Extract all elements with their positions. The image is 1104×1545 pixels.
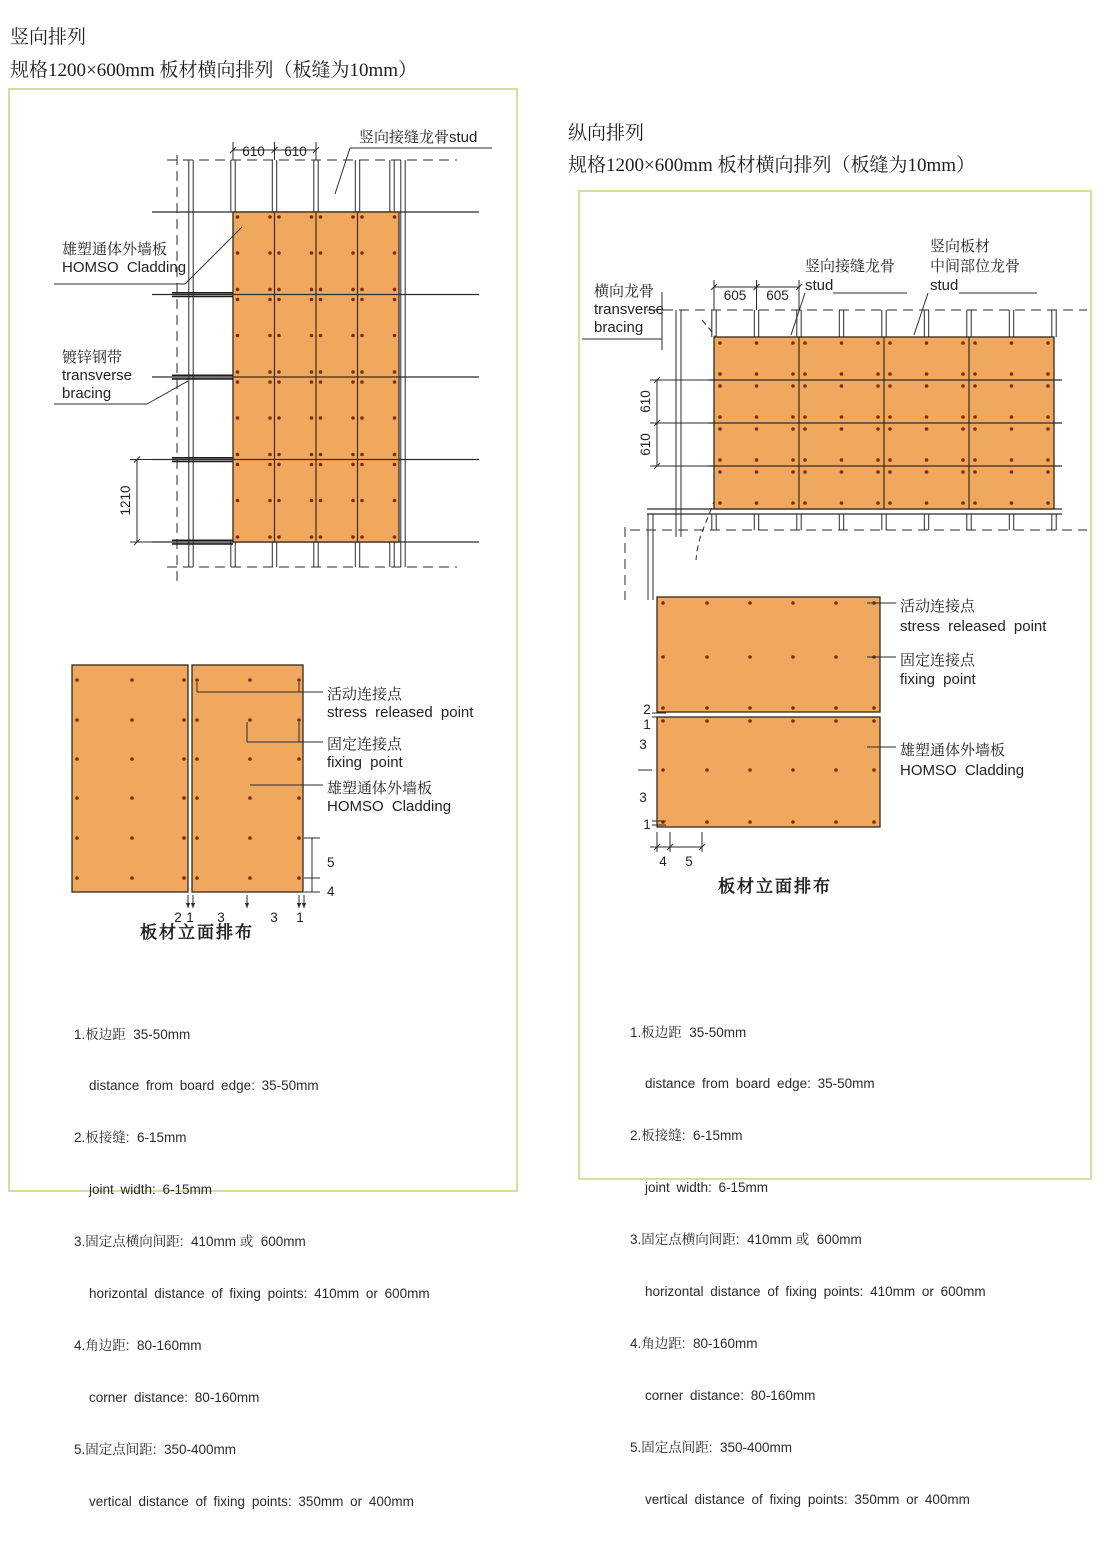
- note-zh: 1.板边距 35-50mm: [74, 1026, 191, 1042]
- dim-5: 5: [327, 855, 335, 870]
- note-en: vertical distance of fixing points: 350mm or 400mm: [645, 1491, 970, 1507]
- mid-stud-label-en: stud: [930, 277, 959, 294]
- fixing-point-label-en: fixing point: [327, 754, 403, 771]
- bracing-label-en2: bracing: [62, 385, 112, 402]
- note-en: distance from board edge: 35-50mm: [645, 1076, 875, 1092]
- right-notes: [630, 989, 986, 1543]
- note-zh: 3.固定点横向间距: 410mm 或 600mm: [630, 1232, 862, 1248]
- elevation-caption: 板材立面排布: [140, 923, 254, 942]
- bracing-label-en2: bracing: [594, 319, 644, 336]
- joint-stud-label-en: stud: [805, 277, 834, 294]
- elevation-caption: 板材立面排布: [718, 877, 832, 896]
- left-1210-dimension: [118, 457, 152, 546]
- left-subtitle: 规格1200×600mm 板材横向排列（板缝为10mm）: [10, 60, 418, 81]
- stress-point-label-en: stress released point: [900, 618, 1047, 635]
- note-en: joint width: 6-15mm: [89, 1182, 213, 1198]
- note-zh: 1.板边距 35-50mm: [630, 1024, 747, 1040]
- right-subtitle: 规格1200×600mm 板材横向排列（板缝为10mm）: [568, 155, 976, 176]
- dim-3b: 3: [270, 910, 278, 925]
- dim-2: 2: [174, 910, 182, 925]
- note-zh: 5.固定点间距: 350-400mm: [630, 1439, 793, 1455]
- stress-point-label-en: stress released point: [327, 704, 474, 721]
- right-joint-stud-label: [791, 258, 907, 335]
- dim-610-a: 610: [242, 144, 265, 159]
- right-title: 纵向排列: [568, 123, 645, 144]
- fixing-point-label-en: fixing point: [900, 671, 976, 688]
- dim-1a: 1: [643, 717, 651, 732]
- dim-610-vb: 610: [638, 433, 653, 456]
- mid-stud-label-zh1: 竖向板材: [930, 238, 991, 255]
- left-diagram-box: [8, 88, 518, 1509]
- joint-stud-label: 竖向接缝龙骨stud: [359, 129, 478, 146]
- left-610-dimension: [230, 142, 319, 160]
- note-zh: 2.板接缝: 6-15mm: [74, 1130, 187, 1146]
- fixing-point-label-zh: 固定连接点: [327, 736, 403, 753]
- stress-point-label-zh: 活动连接点: [327, 686, 403, 703]
- bracing-label-zh: 镀锌钢带: [62, 349, 123, 366]
- dim-2: 2: [643, 702, 651, 717]
- dim-1b: 1: [643, 817, 651, 832]
- cladding-label-zh: 雄塑通体外墙板: [900, 742, 1006, 759]
- stress-point-label-zh: 活动连接点: [900, 598, 976, 615]
- mid-stud-label-zh2: 中间部位龙骨: [930, 258, 1021, 275]
- note-en: vertical distance of fixing points: 350mm or 400mm: [89, 1493, 414, 1509]
- right-605-dimension: [711, 280, 802, 310]
- right-elevation-diagram: [638, 597, 1047, 896]
- dim-3b: 3: [639, 790, 647, 805]
- dim-610-b: 610: [284, 144, 307, 159]
- left-elevation-diagram: [72, 665, 474, 942]
- cladding-label-zh: 雄塑通体外墙板: [327, 780, 433, 797]
- note-en: horizontal distance of fixing points: 410mm or 600mm: [89, 1286, 430, 1302]
- fixing-point-label-zh: 固定连接点: [900, 652, 976, 669]
- right-bracing-label: [582, 282, 664, 350]
- note-en: horizontal distance of fixing points: 410mm or 600mm: [645, 1284, 986, 1300]
- right-cladding-panels: [708, 337, 1062, 509]
- note-en: joint width: 6-15mm: [645, 1180, 769, 1196]
- cladding-label-en: HOMSO Cladding: [900, 762, 1025, 779]
- note-zh: 4.角边距: 80-160mm: [74, 1337, 202, 1353]
- dim-4: 4: [327, 884, 335, 899]
- left-title: 竖向排列: [10, 27, 87, 48]
- note-zh: 5.固定点间距: 350-400mm: [74, 1441, 237, 1457]
- dim-1a: 1: [186, 910, 194, 925]
- dim-5: 5: [685, 854, 693, 869]
- left-notes: [74, 991, 430, 1545]
- right-mid-stud-label: [914, 237, 1037, 335]
- joint-stud-label-zh: 竖向接缝龙骨: [805, 258, 896, 275]
- cladding-label-en: HOMSO Cladding: [327, 798, 452, 815]
- right-610-dimension: [638, 377, 660, 469]
- right-diagram-box: [578, 190, 1092, 1507]
- note-en: distance from board edge: 35-50mm: [89, 1078, 319, 1094]
- dim-3a: 3: [639, 737, 647, 752]
- note-en: corner distance: 80-160mm: [89, 1389, 260, 1405]
- bracing-label-en1: transverse: [62, 367, 133, 384]
- dim-4: 4: [659, 854, 667, 869]
- left-stud-label: [335, 129, 492, 194]
- cladding-label-zh: 雄塑通体外墙板: [62, 241, 168, 258]
- dim-1210: 1210: [118, 485, 133, 516]
- bracing-label-zh: 横向龙骨: [594, 283, 655, 300]
- dim-605-a: 605: [723, 288, 747, 303]
- dim-1b: 1: [296, 910, 304, 925]
- left-cladding-label: [54, 227, 242, 284]
- dim-610-va: 610: [638, 390, 653, 413]
- bottom-dimension-arrows: [186, 895, 306, 908]
- cladding-label-en: HOMSO Cladding: [62, 259, 187, 276]
- bracing-label-en1: transverse: [594, 301, 665, 318]
- note-zh: 4.角边距: 80-160mm: [630, 1335, 758, 1351]
- note-zh: 2.板接缝: 6-15mm: [630, 1128, 743, 1144]
- note-zh: 3.固定点横向间距: 410mm 或 600mm: [74, 1234, 306, 1250]
- note-en: corner distance: 80-160mm: [645, 1387, 816, 1403]
- dim-3a: 3: [217, 910, 225, 925]
- dim-605-b: 605: [766, 288, 789, 303]
- left-cladding-panels: [233, 212, 399, 542]
